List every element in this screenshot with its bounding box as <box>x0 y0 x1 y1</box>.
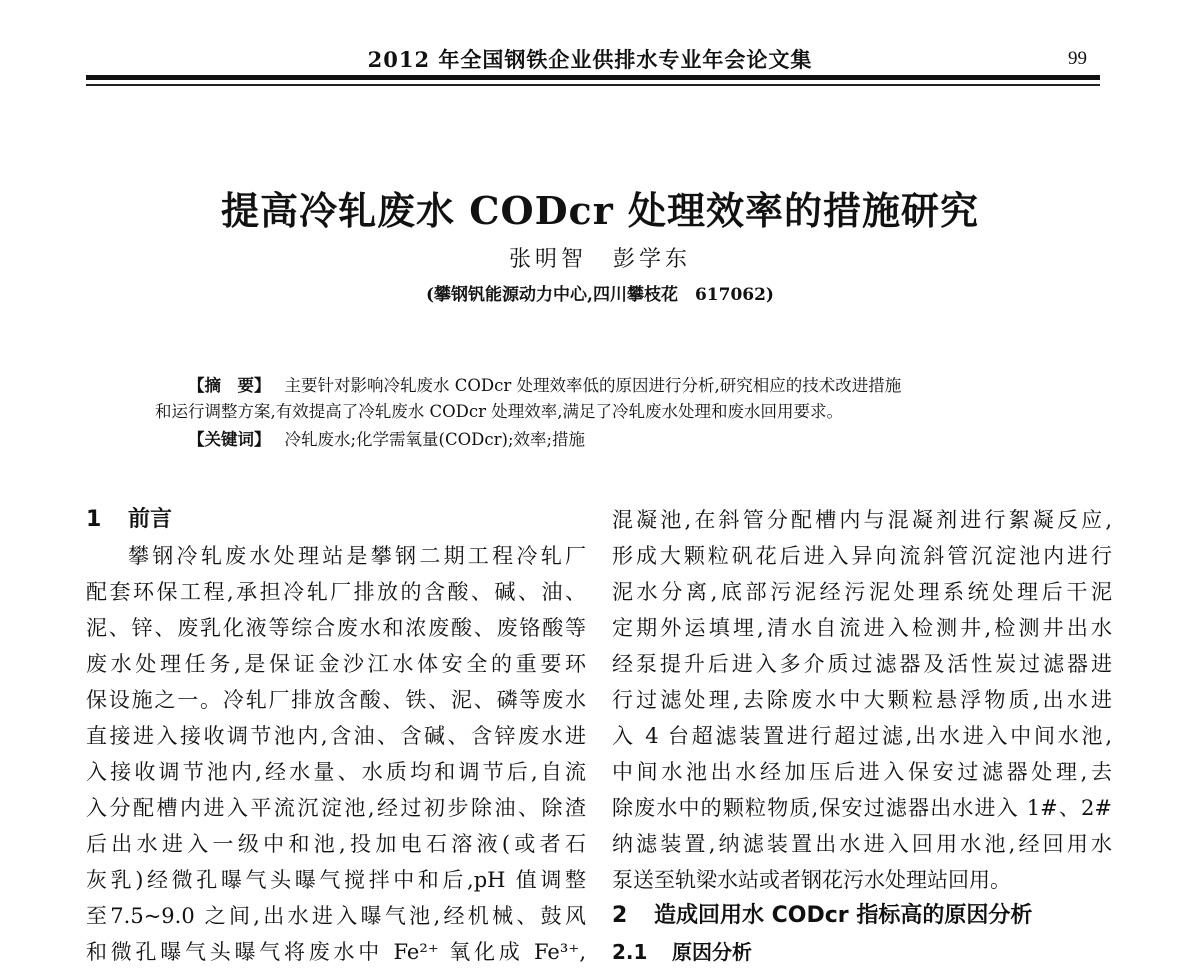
abstract-line-2: 和运行调整方案,有效提高了冷轧废水 CODcr 处理效率,满足了冷轧废水处理和废水回用要求。 <box>155 402 843 421</box>
text-line: 灰乳)经微孔曝气头曝气搅拌中和后,pH 值调整 <box>86 868 586 892</box>
text-line: 废水处理任务,是保证金沙江水体安全的重要环 <box>86 652 586 676</box>
text-line: 攀钢冷轧废水处理站是攀钢二期工程冷轧厂 <box>128 544 586 568</box>
section-2-1-title: 原因分析 <box>672 940 752 964</box>
text-line: 泵送至轨梁水站或者钢花污水处理站回用。 <box>612 868 1011 892</box>
keywords-text: 冷轧废水;化学需氧量(CODcr);效率;措施 <box>284 430 586 449</box>
text-line: 直接进入接收调节池内,含油、含碱、含锌废水进 <box>86 724 586 748</box>
section-1-title: 前言 <box>128 507 173 532</box>
keywords-label: 【关键词】 <box>188 430 271 449</box>
text-line: 入分配槽内进入平流沉淀池,经过初步除油、除渣 <box>86 796 586 820</box>
running-title: 2012 年全国钢铁企业供排水专业年会论文集 <box>367 47 813 72</box>
text-line: 混凝池,在斜管分配槽内与混凝剂进行絮凝反应, <box>612 508 1112 532</box>
text-line: 入 4 台超滤装置进行超过滤,出水进入中间水池, <box>612 724 1112 748</box>
section-2-1-number: 2.1 <box>612 940 648 964</box>
right-column <box>612 502 1112 970</box>
text-line: 经泵提升后进入多介质过滤器及活性炭过滤器进 <box>612 652 1112 676</box>
text-line: 除废水中的颗粒物质,保安过滤器出水进入 1#、2# <box>612 796 1112 820</box>
section-2-title: 造成回用水 CODcr 指标高的原因分析 <box>654 903 1033 928</box>
paper-title: 提高冷轧废水 CODcr 处理效率的措施研究 <box>221 188 979 233</box>
text-line: 泥、锌、废乳化液等综合废水和浓废酸、废铬酸等 <box>86 616 586 640</box>
text-line: 和微孔曝气头曝气将废水中 Fe²⁺ 氧化成 Fe³⁺, <box>86 940 586 964</box>
abstract-label: 【摘 要】 <box>188 376 271 395</box>
paper-affiliation: (攀钢钒能源动力中心,四川攀枝花 617062) <box>426 285 774 305</box>
text-line: 后出水进入一级中和池,投加电石溶液(或者石 <box>86 832 586 856</box>
page-number: 99 <box>1068 48 1087 69</box>
abstract-line-1 <box>188 372 901 396</box>
header-rule-thick <box>86 75 1100 80</box>
keywords-line <box>188 426 585 450</box>
text-line: 中间水池出水经加压后进入保安过滤器处理,去 <box>612 760 1112 784</box>
text-line: 配套环保工程,承担冷轧厂排放的含酸、碱、油、 <box>86 580 586 604</box>
section-1-number: 1 <box>86 507 102 532</box>
section-2-heading <box>612 898 1112 934</box>
text-line: 行过滤处理,去除废水中大颗粒悬浮物质,出水进 <box>612 688 1112 712</box>
text-line: 定期外运填埋,清水自流进入检测井,检测井出水 <box>612 616 1112 640</box>
text-line: 形成大颗粒矾花后进入异向流斜管沉淀池内进行 <box>612 544 1112 568</box>
text-line: 泥水分离,底部污泥经污泥处理系统处理后干泥 <box>612 580 1112 604</box>
paper-authors: 张明智 彭学东 <box>508 247 691 272</box>
abstract-text-1: 主要针对影响冷轧废水 CODcr 处理效率低的原因进行分析,研究相应的技术改进措施 <box>284 376 902 395</box>
text-line: 保设施之一。冷轧厂排放含酸、铁、泥、磷等废水 <box>86 688 586 712</box>
section-2-number: 2 <box>612 903 628 928</box>
section-2-1-heading <box>612 934 1112 970</box>
text-line: 入接收调节池内,经水量、水质均和调节后,自流 <box>86 760 586 784</box>
left-column <box>86 502 586 970</box>
section-1-heading <box>86 502 586 538</box>
text-line: 纳滤装置,纳滤装置出水进入回用水池,经回用水 <box>612 832 1112 856</box>
text-line: 至7.5~9.0 之间,出水进入曝气池,经机械、鼓风 <box>86 904 586 928</box>
header-rule-thin <box>86 84 1100 86</box>
